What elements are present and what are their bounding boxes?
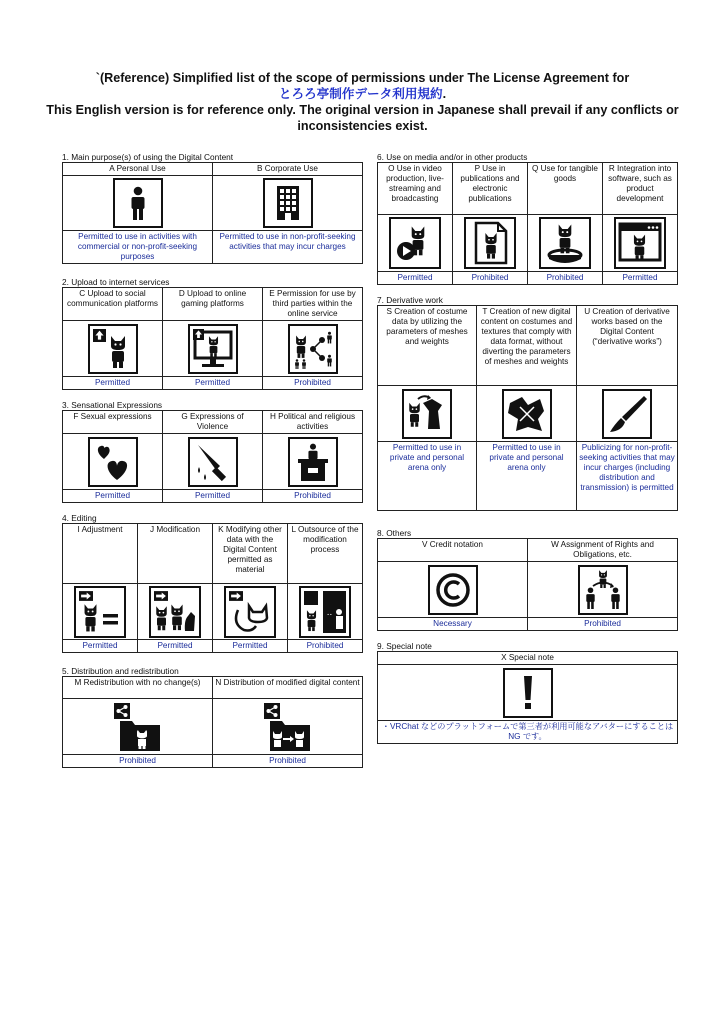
icon-cell [453, 215, 528, 272]
software-icon [614, 217, 666, 269]
section-label: 2. Upload to internet services [62, 277, 170, 287]
header-violence: G Expressions of Violence [163, 411, 263, 434]
icon-cell [263, 434, 363, 490]
brush-icon [602, 389, 652, 439]
icon-cell [378, 386, 477, 442]
result-political: Prohibited [263, 490, 363, 503]
header-special-note: X Special note [378, 652, 678, 665]
icon-cell [163, 434, 263, 490]
icon-cell [603, 215, 678, 272]
header-corporate-use: B Corporate Use [213, 163, 363, 176]
result-corporate-use: Permitted to use in non-profit-seeking activities that may incur charges [213, 231, 363, 264]
section-label: 5. Distribution and redistribution [62, 666, 179, 676]
section-main-purpose [62, 152, 363, 264]
header-adjustment: I Adjustment [63, 524, 138, 584]
icon-cell [213, 176, 363, 231]
header-social-upload: C Upload to social communication platforms [63, 288, 163, 321]
icon-cell [63, 699, 213, 755]
icon-cell [138, 584, 213, 640]
license-name-jp: とろろ亭制作データ利用規約 [278, 87, 443, 101]
hearts-icon [88, 437, 138, 487]
section-label: 1. Main purpose(s) of using the Digital Content [62, 152, 234, 162]
publication-icon [464, 217, 516, 269]
icon-cell [528, 562, 678, 618]
result-derivative-works: Publicizing for non-profit-seeking activities that may incur charges (including distribution and transmission) is permitted [577, 442, 678, 511]
result-redistribution: Prohibited [63, 755, 213, 768]
result-third-party: Prohibited [263, 377, 363, 390]
gaming-upload-icon [188, 324, 238, 374]
redistribute-icon [112, 701, 164, 753]
header-gaming-upload: D Upload to online gaming platforms [163, 288, 263, 321]
knife-icon [188, 437, 238, 487]
video-icon [389, 217, 441, 269]
icon-cell [63, 584, 138, 640]
header-goods: Q Use for tangible goods [528, 163, 603, 215]
result-distribution-modified: Prohibited [213, 755, 363, 768]
header-costume-parameters: S Creation of costume data by utilizing the parameters of meshes and weights [378, 306, 477, 386]
header-publication: P Use in publications and electronic publications [453, 163, 528, 215]
distribute-modified-icon [262, 701, 314, 753]
result-outsource: Prohibited [288, 640, 363, 653]
result-video: Permitted [378, 272, 453, 285]
header-personal-use: A Personal Use [63, 163, 213, 176]
result-social-upload: Permitted [63, 377, 163, 390]
icon-cell [63, 176, 213, 231]
section-upload [62, 277, 363, 390]
section-label: 7. Derivative work [377, 295, 443, 305]
social-upload-icon [88, 324, 138, 374]
icon-cell [63, 321, 163, 377]
copyright-icon [428, 565, 478, 615]
icon-cell [163, 321, 263, 377]
adjustment-icon [74, 586, 126, 638]
header-sexual: F Sexual expressions [63, 411, 163, 434]
special-note-text: ・VRChat などのプラットフォームで第三者が利用可能なアバターにすることは NG です。 [378, 721, 678, 744]
section-editing [62, 513, 363, 653]
header-distribution-modified: N Distribution of modified digital content [213, 677, 363, 699]
result-credit: Necessary [378, 618, 528, 631]
material-use-icon [224, 586, 276, 638]
result-violence: Permitted [163, 490, 263, 503]
icon-cell [63, 434, 163, 490]
header-redistribution: M Redistribution with no change(s) [63, 677, 213, 699]
result-software: Permitted [603, 272, 678, 285]
result-goods: Prohibited [528, 272, 603, 285]
result-publication: Prohibited [453, 272, 528, 285]
icon-cell [378, 215, 453, 272]
section-label: 4. Editing [62, 513, 97, 523]
header-derivative-works: U Creation of derivative works based on the Digital Content (“derivative works”) [577, 306, 678, 386]
header-rights-transfer: W Assignment of Rights and Obligations, etc. [528, 539, 678, 562]
section-label: 6. Use on media and/or in other products [377, 152, 528, 162]
header-new-costume: T Creation of new digital content on costumes and textures that comply with data format, without diverting the parameters of meshes and weights [477, 306, 577, 386]
result-personal-use: Permitted to use in activities with commercial or non-profit-seeking purposes [63, 231, 213, 264]
section-label: 8. Others [377, 528, 412, 538]
icon-cell [288, 584, 363, 640]
modification-icon [149, 586, 201, 638]
result-rights-transfer: Prohibited [528, 618, 678, 631]
section-others [377, 528, 678, 631]
result-costume-parameters: Permitted to use in private and personal arena only [378, 442, 477, 511]
section-distribution [62, 666, 363, 768]
section-derivative [377, 295, 678, 511]
icon-cell [477, 386, 577, 442]
icon-cell [263, 321, 363, 377]
result-sexual: Permitted [63, 490, 163, 503]
result-modification: Permitted [138, 640, 213, 653]
title-line-4: inconsistencies exist. [297, 119, 428, 133]
title-line-3: This English version is for reference only. The original version in Japanese shall prevail if any conflicts or [46, 103, 679, 117]
section-special-note [377, 641, 678, 744]
header-political: H Political and religious activities [263, 411, 363, 434]
icon-cell [528, 215, 603, 272]
building-icon [263, 178, 313, 228]
result-material: Permitted [213, 640, 288, 653]
third-party-share-icon [288, 324, 338, 374]
header-video: O Use in video production, live-streaming and broadcasting [378, 163, 453, 215]
rights-transfer-icon [578, 565, 628, 615]
outsource-icon [299, 586, 351, 638]
result-adjustment: Permitted [63, 640, 138, 653]
icon-cell [577, 386, 678, 442]
icon-cell [378, 665, 678, 721]
section-label: 9. Special note [377, 641, 432, 651]
costume-parameters-icon [402, 389, 452, 439]
new-costume-icon [502, 389, 552, 439]
title-line-2: とろろ亭制作データ利用規約. [278, 87, 447, 101]
result-gaming-upload: Permitted [163, 377, 263, 390]
person-icon [113, 178, 163, 228]
section-sensational [62, 400, 363, 503]
result-new-costume: Permitted to use in private and personal arena only [477, 442, 577, 511]
figure-goods-icon [539, 217, 591, 269]
header-software: R Integration into software, such as product development [603, 163, 678, 215]
header-credit: V Credit notation [378, 539, 528, 562]
header-material: K Modifying other data with the Digital Content permitted as material [213, 524, 288, 584]
podium-icon [288, 437, 338, 487]
document-title [20, 70, 705, 134]
header-outsource: L Outsource of the modification process [288, 524, 363, 584]
title-line-1: `(Reference) Simplified list of the scope of permissions under The License Agreement for [95, 71, 630, 85]
section-media-use [377, 152, 678, 285]
icon-cell [213, 584, 288, 640]
icon-cell [213, 699, 363, 755]
header-third-party: E Permission for use by third parties within the online service [263, 288, 363, 321]
header-modification: J Modification [138, 524, 213, 584]
icon-cell [378, 562, 528, 618]
section-label: 3. Sensational Expressions [62, 400, 163, 410]
exclamation-icon [503, 668, 553, 718]
